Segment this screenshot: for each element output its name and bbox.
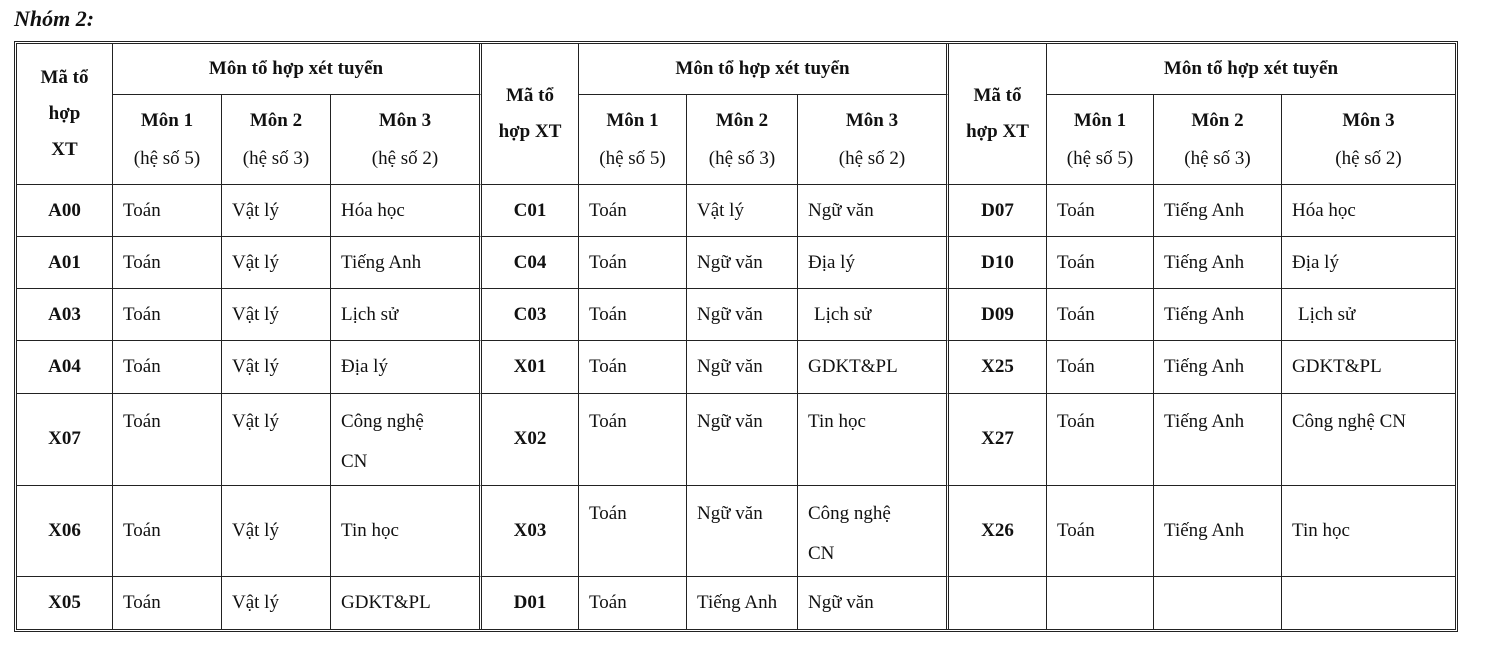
subject-cell: Toán	[579, 185, 687, 237]
subject-header: Môn 2 (hệ số 3)	[1154, 95, 1282, 185]
subject-cell: Toán	[113, 486, 222, 577]
subject-cell: Vật lý	[222, 486, 331, 577]
subject-cell	[1282, 577, 1455, 629]
combo-code: X02	[482, 394, 579, 486]
combo-code: X01	[482, 341, 579, 393]
subject-cell: Vật lý	[687, 185, 798, 237]
subject-cell: Vật lý	[222, 394, 331, 486]
subject-header: Môn 1 (hệ số 5)	[1047, 95, 1154, 185]
subject-cell: Địa lý	[798, 237, 949, 289]
table-row	[17, 289, 1455, 341]
subject-header: Môn 3 (hệ số 2)	[798, 95, 949, 185]
combo-code: X05	[17, 577, 113, 629]
subject-cell: GDKT&PL	[798, 341, 949, 393]
combo-code: A04	[17, 341, 113, 393]
subject-cell: Địa lý	[1282, 237, 1455, 289]
combo-code: C01	[482, 185, 579, 237]
subject-cell: Toán	[113, 577, 222, 629]
subject-cell: Toán	[113, 394, 222, 486]
subject-cell: Ngữ văn	[687, 289, 798, 341]
subject-header: Môn 1 (hệ số 5)	[579, 95, 687, 185]
table-row	[17, 486, 1455, 577]
combo-code: X25	[949, 341, 1047, 393]
subject-cell: Vật lý	[222, 237, 331, 289]
header-row-group	[17, 44, 1455, 95]
subject-cell: Hóa học	[331, 185, 482, 237]
code-header: Mã tổ hợp XT	[949, 44, 1047, 185]
subject-header: Môn 3 (hệ số 2)	[1282, 95, 1455, 185]
subject-cell: Toán	[113, 185, 222, 237]
subject-cell: Toán	[579, 577, 687, 629]
subject-cell: Công nghệ CN	[798, 486, 949, 577]
subject-combination-table	[14, 41, 1458, 632]
subject-cell: Toán	[1047, 394, 1154, 486]
combo-code: D07	[949, 185, 1047, 237]
subject-cell: Toán	[1047, 237, 1154, 289]
subject-cell: Toán	[1047, 486, 1154, 577]
subject-cell	[1047, 577, 1154, 629]
subject-cell: Ngữ văn	[687, 394, 798, 486]
combo-code: X26	[949, 486, 1047, 577]
subject-cell: Công nghệ CN	[331, 394, 482, 486]
subject-cell: Toán	[1047, 341, 1154, 393]
subject-cell: Tin học	[331, 486, 482, 577]
subject-header: Môn 1 (hệ số 5)	[113, 95, 222, 185]
subject-cell: GDKT&PL	[331, 577, 482, 629]
combo-code: A01	[17, 237, 113, 289]
code-header: Mã tổ hợp XT	[482, 44, 579, 185]
subject-cell: GDKT&PL	[1282, 341, 1455, 393]
subject-cell: Toán	[579, 289, 687, 341]
subject-cell: Tiếng Anh	[1154, 341, 1282, 393]
subject-cell: Địa lý	[331, 341, 482, 393]
group-header: Môn tổ hợp xét tuyển	[113, 44, 482, 95]
subject-cell: Toán	[579, 237, 687, 289]
subject-cell: Tiếng Anh	[1154, 237, 1282, 289]
table-row	[17, 394, 1455, 486]
subject-cell: Toán	[579, 341, 687, 393]
subject-header: Môn 3 (hệ số 2)	[331, 95, 482, 185]
table-row	[17, 341, 1455, 393]
section-title: Nhóm 2:	[14, 6, 95, 31]
combo-code: X07	[17, 394, 113, 486]
subject-cell: Toán	[1047, 289, 1154, 341]
subject-cell: Tiếng Anh	[331, 237, 482, 289]
subject-cell: Toán	[113, 341, 222, 393]
subject-cell: Vật lý	[222, 577, 331, 629]
subject-cell: Ngữ văn	[798, 577, 949, 629]
subject-cell: Ngữ văn	[687, 341, 798, 393]
subject-cell: Ngữ văn	[687, 486, 798, 577]
subject-cell: Tiếng Anh	[1154, 394, 1282, 486]
combo-code: C03	[482, 289, 579, 341]
table-row	[17, 237, 1455, 289]
subject-cell: Vật lý	[222, 341, 331, 393]
subject-header: Môn 2 (hệ số 3)	[222, 95, 331, 185]
subject-cell: Toán	[113, 237, 222, 289]
group-header: Môn tổ hợp xét tuyển	[1047, 44, 1455, 95]
subject-cell: Ngữ văn	[687, 237, 798, 289]
group-header: Môn tổ hợp xét tuyển	[579, 44, 949, 95]
subject-cell: Tiếng Anh	[1154, 289, 1282, 341]
combo-code: X27	[949, 394, 1047, 486]
subject-cell: Toán	[113, 289, 222, 341]
combo-code	[949, 577, 1047, 629]
header-row-subjects	[17, 95, 1455, 185]
subject-cell: Lịch sử	[798, 289, 949, 341]
subject-cell: Toán	[579, 486, 687, 577]
subject-cell: Hóa học	[1282, 185, 1455, 237]
code-header: Mã tổ hợp XT	[17, 44, 113, 185]
subject-cell: Vật lý	[222, 289, 331, 341]
subject-cell: Toán	[1047, 185, 1154, 237]
table-row	[17, 185, 1455, 237]
subject-cell: Ngữ văn	[798, 185, 949, 237]
subject-cell: Tiếng Anh	[687, 577, 798, 629]
subject-header: Môn 2 (hệ số 3)	[687, 95, 798, 185]
subject-cell: Vật lý	[222, 185, 331, 237]
subject-cell: Tiếng Anh	[1154, 185, 1282, 237]
subject-cell: Tiếng Anh	[1154, 486, 1282, 577]
combo-code: D10	[949, 237, 1047, 289]
combo-code: A03	[17, 289, 113, 341]
combo-code: C04	[482, 237, 579, 289]
subject-cell: Tin học	[1282, 486, 1455, 577]
combo-code: X06	[17, 486, 113, 577]
combo-code: A00	[17, 185, 113, 237]
table-row	[17, 577, 1455, 629]
subject-cell: Lịch sử	[331, 289, 482, 341]
combo-code: D09	[949, 289, 1047, 341]
subject-cell: Lịch sử	[1282, 289, 1455, 341]
subject-cell: Công nghệ CN	[1282, 394, 1455, 486]
combo-code: X03	[482, 486, 579, 577]
combo-code: D01	[482, 577, 579, 629]
subject-cell: Tin học	[798, 394, 949, 486]
subject-cell: Toán	[579, 394, 687, 486]
subject-cell	[1154, 577, 1282, 629]
